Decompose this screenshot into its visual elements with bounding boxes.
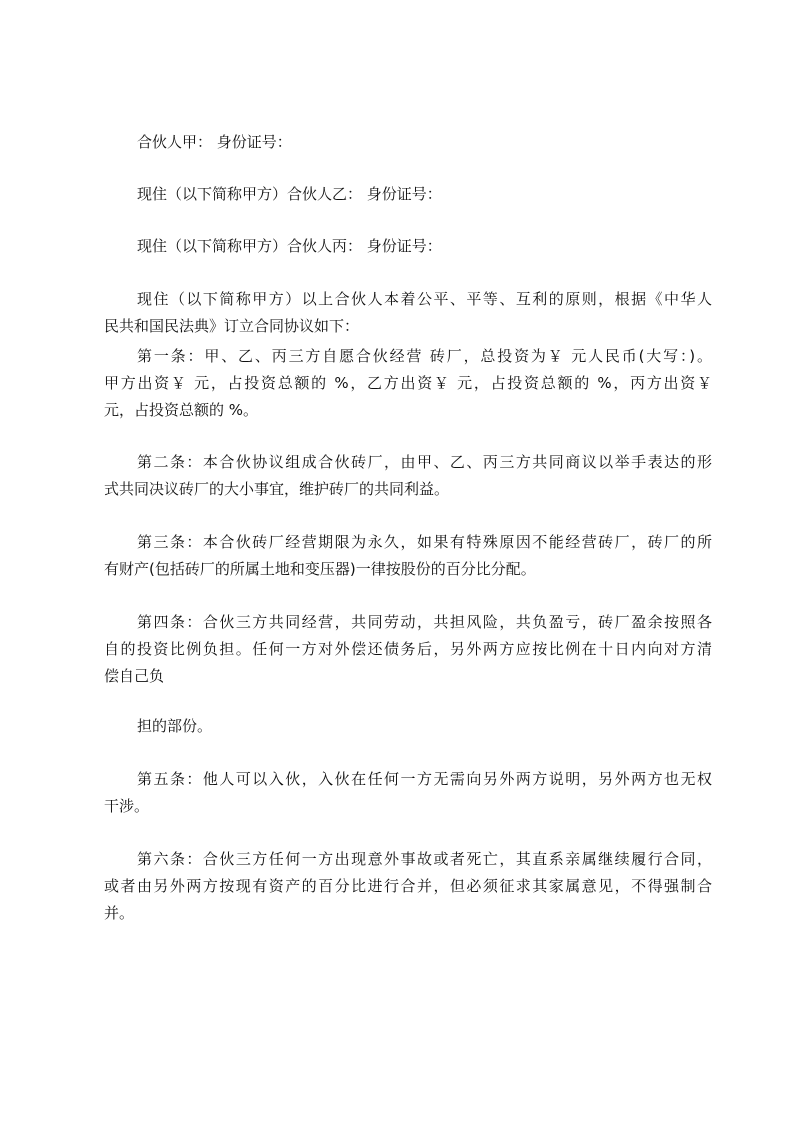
article-1-line-3: 元，占投资总额的 %。 (104, 401, 259, 419)
article-3-line-1: 第三条：本合伙砖厂经营期限为永久，如果有特殊原因不能经营砖厂，砖厂的所 (137, 533, 712, 551)
partner-a-line: 合伙人甲： 身份证号： (137, 133, 292, 151)
article-6-line-3: 并。 (104, 904, 135, 922)
article-2-line-1: 第二条：本合伙协议组成合伙砖厂，由甲、乙、丙三方共同商议以举手表达的形 (137, 453, 712, 471)
article-1-line-1: 第一条：甲、乙、丙三方自愿合伙经营 砖厂，总投资为￥ 元人民币(大写：)。 (137, 347, 712, 365)
article-6-line-1: 第六条：合伙三方任何一方出现意外事故或者死亡，其直系亲属继续履行合同， (137, 850, 712, 868)
partner-b-line: 现住（以下简称甲方）合伙人乙： 身份证号： (137, 185, 442, 203)
article-2-line-2: 式共同决议砖厂的大小事宜，维护砖厂的共同利益。 (104, 480, 450, 498)
article-5-line-1: 第五条：他人可以入伙，入伙在任何一方无需向另外两方说明，另外两方也无权 (137, 770, 712, 788)
article-4-line-4: 担的部份。 (137, 717, 213, 735)
article-3-line-2: 有财产(包括砖厂的所属土地和变压器)一律按股份的百分比分配。 (104, 560, 536, 578)
article-5-line-2: 干涉。 (104, 797, 150, 815)
article-4-line-3: 偿自己负 (104, 667, 165, 685)
partner-c-line: 现住（以下简称甲方）合伙人丙： 身份证号： (137, 237, 442, 255)
preamble-line-1: 现住（以下简称甲方）以上合伙人本着公平、平等、互利的原则，根据《中华人 (137, 290, 712, 308)
article-6-line-2: 或者由另外两方按现有资产的百分比进行合并，但必须征求其家属意见，不得强制合 (104, 877, 712, 895)
article-1-line-2: 甲方出资￥ 元，占投资总额的 %，乙方出资￥ 元，占投资总额的 %，丙方出资￥ (104, 374, 712, 392)
article-4-line-1: 第四条：合伙三方共同经营，共同劳动，共担风险，共负盈亏，砖厂盈余按照各 (137, 613, 712, 631)
article-4-line-2: 自的投资比例负担。任何一方对外偿还债务后，另外两方应按比例在十日内向对方清 (104, 640, 712, 658)
preamble-line-2: 民共和国民法典》订立合同协议如下： (104, 317, 360, 335)
